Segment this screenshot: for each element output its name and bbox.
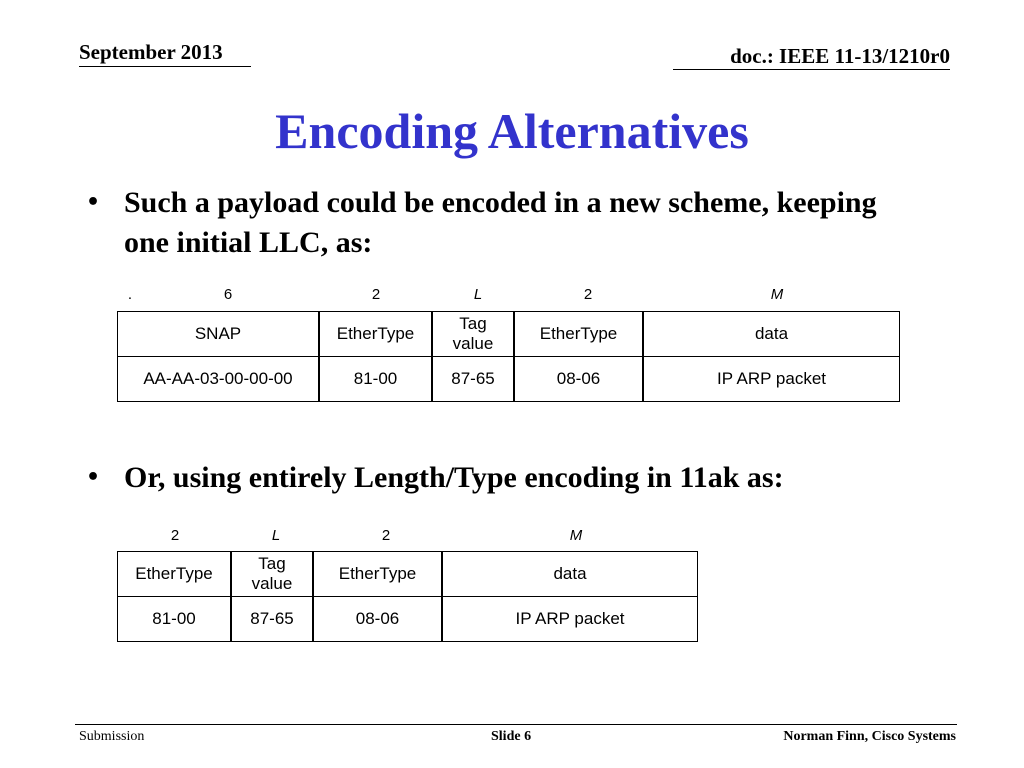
cell-snap-value: AA-AA-03-00-00-00 (117, 356, 319, 402)
bullet-text-1: Such a payload could be encoded in a new scheme, keeping one initial LLC, as: (124, 186, 877, 259)
cell-ethertype-value: 08-06 (514, 356, 643, 402)
footer-author: Norman Finn, Cisco Systems (783, 729, 956, 744)
cell-ethertype-value: 81-00 (117, 596, 231, 642)
cell-ethertype-value: 08-06 (313, 596, 442, 642)
size-label: M (569, 527, 583, 544)
size-label: 2 (371, 286, 381, 303)
bullet-icon: • (86, 190, 101, 215)
cell-tag-value-value: 87-65 (432, 356, 514, 402)
slide-title: Encoding Alternatives (275, 103, 749, 159)
header-doc-underline (673, 69, 950, 70)
cell-data: data (442, 551, 698, 597)
bullet-item-2 (86, 458, 924, 498)
cell-tag-value-value: 87-65 (231, 596, 313, 642)
size-label: L (473, 286, 483, 303)
cell-tag-value: Tag value (432, 311, 514, 357)
cell-data-value: IP ARP packet (442, 596, 698, 642)
bullet-item-1 (86, 183, 904, 263)
header-date: September 2013 (79, 40, 223, 64)
size-label: 6 (223, 286, 233, 303)
cell-data-value: IP ARP packet (643, 356, 900, 402)
cell-data: data (643, 311, 900, 357)
cell-snap: SNAP (117, 311, 319, 357)
size-label: 2 (381, 527, 391, 544)
header-date-underline (79, 66, 251, 67)
header-doc-id: doc.: IEEE 11-13/1210r0 (730, 44, 950, 68)
size-label: M (770, 286, 784, 303)
cell-ethertype: EtherType (117, 551, 231, 597)
bullet-text-2: Or, using entirely Length/Type encoding in 11ak as: (124, 461, 784, 494)
size-label: 2 (170, 527, 180, 544)
cell-ethertype: EtherType (313, 551, 442, 597)
cell-ethertype-value: 81-00 (319, 356, 432, 402)
footer-submission: Submission (79, 729, 145, 744)
size-label: 2 (583, 286, 593, 303)
size-label: L (271, 527, 281, 544)
bullet-icon: • (86, 465, 101, 490)
cell-ethertype: EtherType (514, 311, 643, 357)
cell-tag-value: Tag value (231, 551, 313, 597)
footer-slide-number: Slide 6 (491, 729, 532, 744)
cell-ethertype: EtherType (319, 311, 432, 357)
footer-divider (75, 724, 957, 725)
size-label: . (127, 286, 133, 303)
